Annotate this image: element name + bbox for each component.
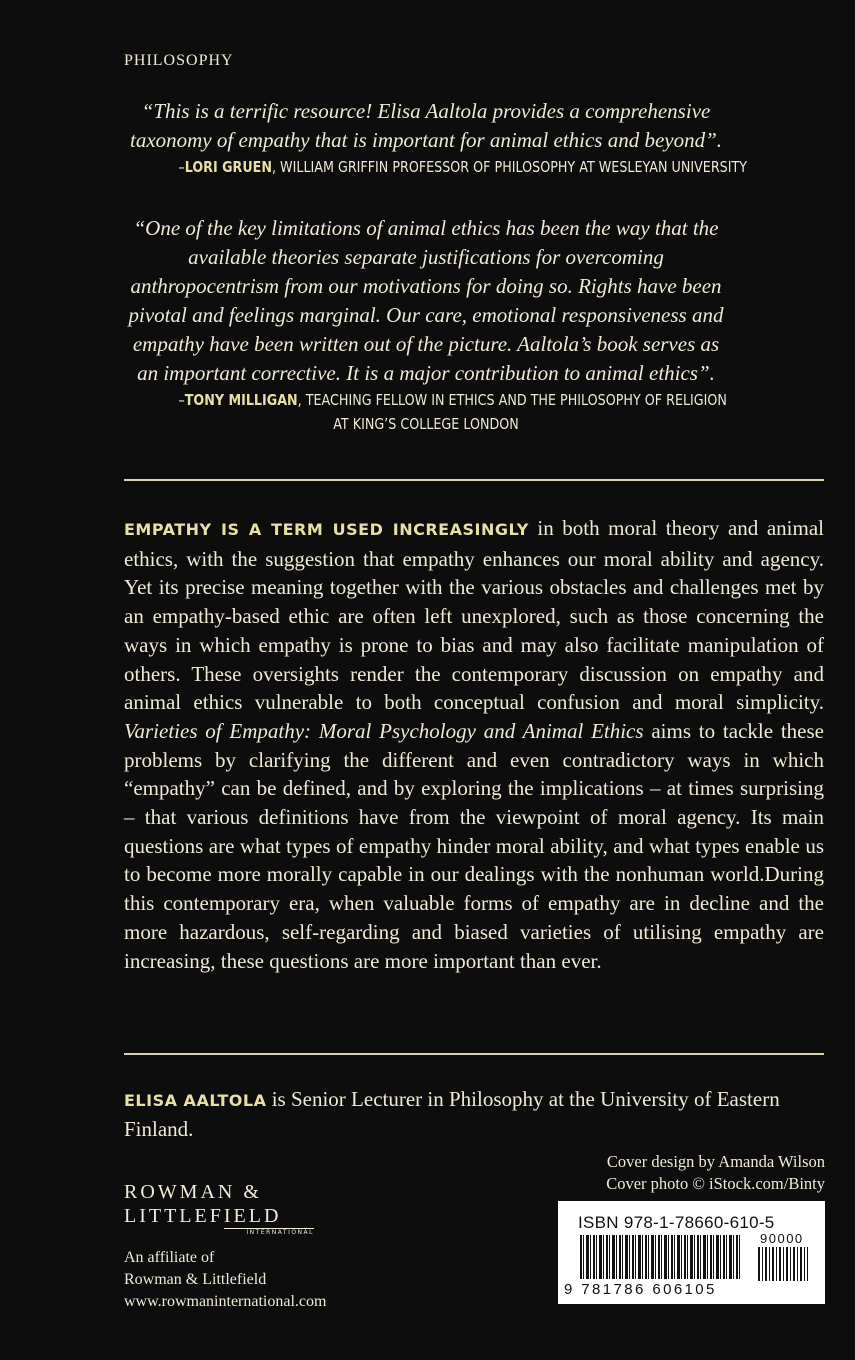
endorser-title: , TEACHING FELLOW IN ETHICS AND THE PHILOSOPHY OF RELIGION — [297, 391, 727, 409]
logo-line-2: LITTLEFIELD — [124, 1205, 282, 1227]
addon-barcode — [758, 1247, 808, 1281]
price-addon-digits: 90000 — [760, 1231, 804, 1246]
endorser-name: LORI GRUEN — [184, 158, 272, 176]
divider — [124, 1053, 824, 1055]
endorser-title: , WILLIAM GRIFFIN PROFESSOR OF PHILOSOPHY AT WESLEYAN UNIVERSITY — [271, 158, 748, 176]
description-lead: EMPATHY IS A TERM USED INCREASINGLY — [124, 520, 529, 539]
book-title: Varieties of Empathy: Moral Psychology and Animal Ethics — [124, 718, 644, 743]
publisher-url: www.rowmaninternational.com — [124, 1293, 327, 1310]
barcode-box — [558, 1201, 825, 1304]
ean-barcode — [580, 1235, 740, 1279]
affiliate-line-1: An affiliate of — [124, 1249, 215, 1266]
endorsement-attribution — [178, 155, 748, 179]
description-text-2: aims to tackle these problems by clarifying the different and even contradictory ways in which “empathy” can be defined, and by exploring the implications – at times surprising – that various definitions have from the viewpoint of moral agency. Its main questions are what types of empathy hinder moral ability, and what types enable us to become more morally capable in our dealings with the nonhuman world.During this contemporary era, when valuable forms of empathy are in decline and the more hazardous, self-regarding and biased varieties of utilising empathy are increasing, these questions are more important than ever. — [124, 718, 824, 973]
author-bio — [124, 1085, 824, 1144]
endorsement-quote: “One of the key limitations of animal ethics has been the way that the available theories separate justifications for overcoming anthropocentrism from our motivations for doing so. Rights have been pivotal and feelings marginal. Our care, emotional responsiveness and empathy have been written out of the picture. Aaltola’s book serves as an important corrective. It is a major contribution to animal ethics”. — [128, 216, 724, 385]
affiliate-line-2: Rowman & Littlefield — [124, 1271, 267, 1288]
cover-design-credit: Cover design by Amanda Wilson — [606, 1152, 825, 1171]
logo-tagline: INTERNATIONAL — [224, 1228, 314, 1236]
publisher-info — [124, 1247, 326, 1313]
description-text-1: in both moral theory and animal ethics, with the suggestion that empathy enhances our moral ability and agency. Yet its precise meaning together with the various obstacles and challenges met by an empathy-based ethic are often left unexplored, such as those concerning the ways in which empathy is prone to bias and may also facilitate manipulation of others. These oversights render the contemporary discussion on empathy and animal ethics vulnerable to both conceptual confusion and moral simplicity. — [124, 516, 824, 715]
isbn-label: ISBN 978-1-78660-610-5 — [578, 1213, 775, 1232]
endorsement-2 — [124, 214, 728, 436]
publisher-logo — [124, 1180, 314, 1236]
endorser-name: TONY MILLIGAN — [184, 391, 298, 409]
endorsement-quote: “This is a terrific resource! Elisa Aaltola provides a comprehensive taxonomy of empathy that is important for animal ethics and beyond”. — [129, 99, 723, 152]
book-description — [124, 514, 824, 975]
divider — [124, 479, 824, 481]
endorser-title-line2: AT KING’S COLLEGE LONDON — [333, 415, 519, 433]
endorsement-1 — [124, 97, 748, 179]
attribution-dash: – — [178, 158, 185, 176]
endorsement-attribution — [178, 388, 727, 436]
author-name: ELISA AALTOLA — [124, 1091, 267, 1110]
cover-photo-credit: Cover photo © iStock.com/Binty — [606, 1174, 825, 1193]
author-bio-text: is Senior Lecturer in Philosophy at the University of Eastern Finland. — [124, 1087, 780, 1141]
attribution-dash: – — [178, 391, 185, 409]
ean-digits: 9 781786 606105 — [564, 1281, 717, 1298]
logo-line-1: ROWMAN & — [124, 1181, 262, 1203]
category-label: PHILOSOPHY — [124, 52, 234, 69]
cover-credits — [606, 1151, 825, 1195]
